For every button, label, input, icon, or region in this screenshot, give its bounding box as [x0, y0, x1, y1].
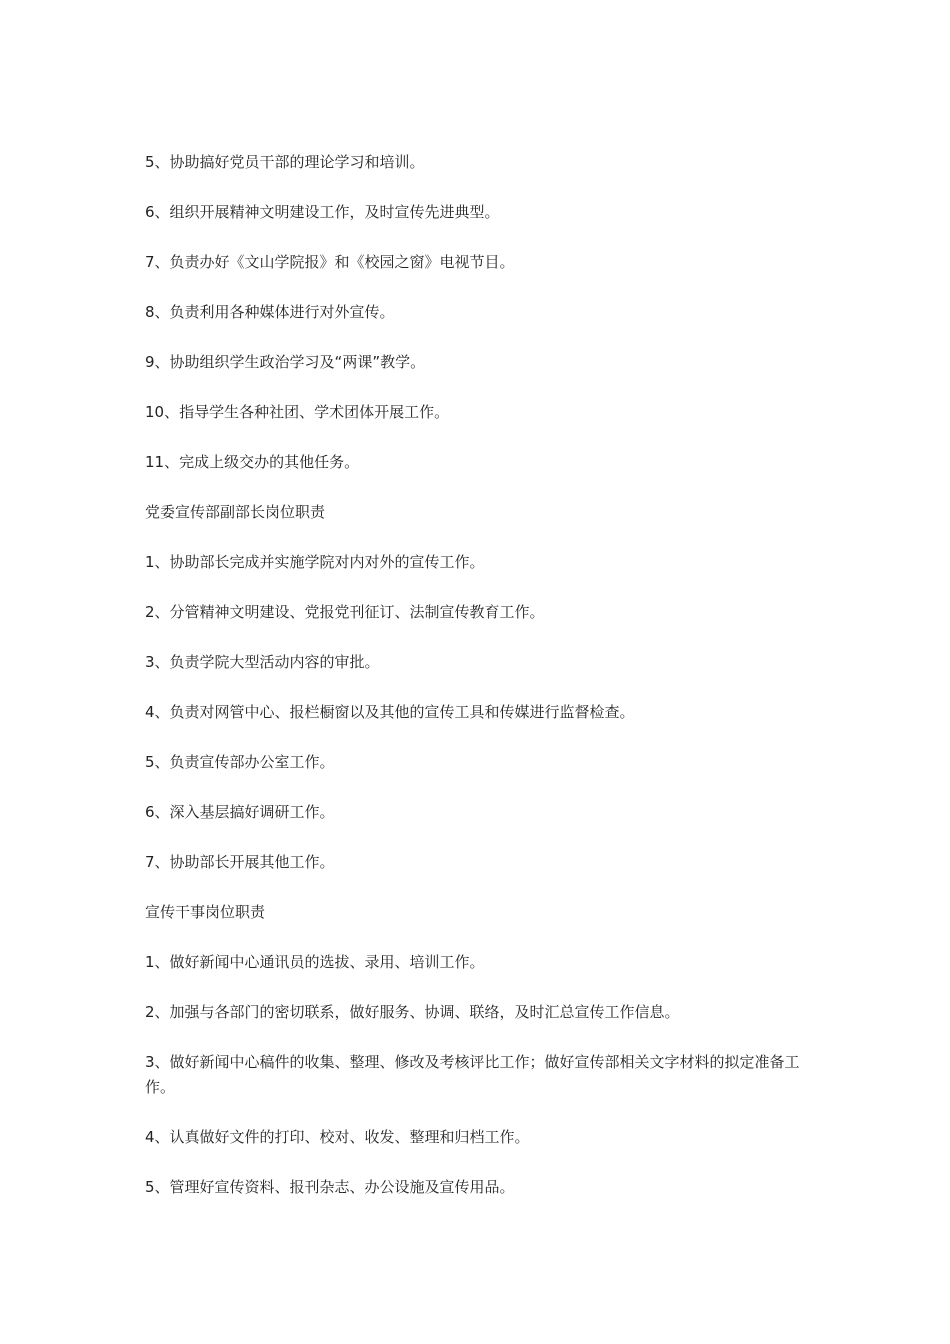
- list-item: 7、负责办好《文山学院报》和《校园之窗》电视节目。: [145, 253, 515, 271]
- list-item: 9、协助组织学生政治学习及“两课”教学。: [145, 353, 426, 371]
- list-item: 4、认真做好文件的打印、校对、收发、整理和归档工作。: [145, 1128, 530, 1146]
- list-item: 6、组织开展精神文明建设工作，及时宣传先进典型。: [145, 203, 500, 221]
- list-item: 7、协助部长开展其他工作。: [145, 853, 335, 871]
- list-item: 10、指导学生各种社团、学术团体开展工作。: [145, 403, 450, 421]
- list-item: 5、管理好宣传资料、报刊杂志、办公设施及宣传用品。: [145, 1178, 515, 1196]
- list-item: 2、加强与各部门的密切联系，做好服务、协调、联络，及时汇总宣传工作信息。: [145, 1003, 680, 1021]
- section-heading-publicity-officer: 宣传干事岗位职责: [145, 903, 266, 921]
- list-item: 2、分管精神文明建设、党报党刊征订、法制宣传教育工作。: [145, 603, 545, 621]
- list-item: 11、完成上级交办的其他任务。: [145, 453, 360, 471]
- list-item: 5、协助搞好党员干部的理论学习和培训。: [145, 153, 425, 171]
- section-heading-deputy-director: 党委宣传部副部长岗位职责: [145, 503, 326, 521]
- list-item: 3、做好新闻中心稿件的收集、整理、修改及考核评比工作；做好宣传部相关文字材料的拟定准备工作。: [145, 1053, 800, 1096]
- list-item: 5、负责宣传部办公室工作。: [145, 753, 335, 771]
- list-item: 4、负责对网管中心、报栏橱窗以及其他的宣传工具和传媒进行监督检查。: [145, 703, 635, 721]
- list-item: 6、深入基层搞好调研工作。: [145, 803, 335, 821]
- list-item: 1、做好新闻中心通讯员的选拔、录用、培训工作。: [145, 953, 485, 971]
- document-body: [145, 150, 815, 1225]
- list-item: 1、协助部长完成并实施学院对内对外的宣传工作。: [145, 553, 485, 571]
- list-item: 3、负责学院大型活动内容的审批。: [145, 653, 380, 671]
- list-item: 8、负责利用各种媒体进行对外宣传。: [145, 303, 395, 321]
